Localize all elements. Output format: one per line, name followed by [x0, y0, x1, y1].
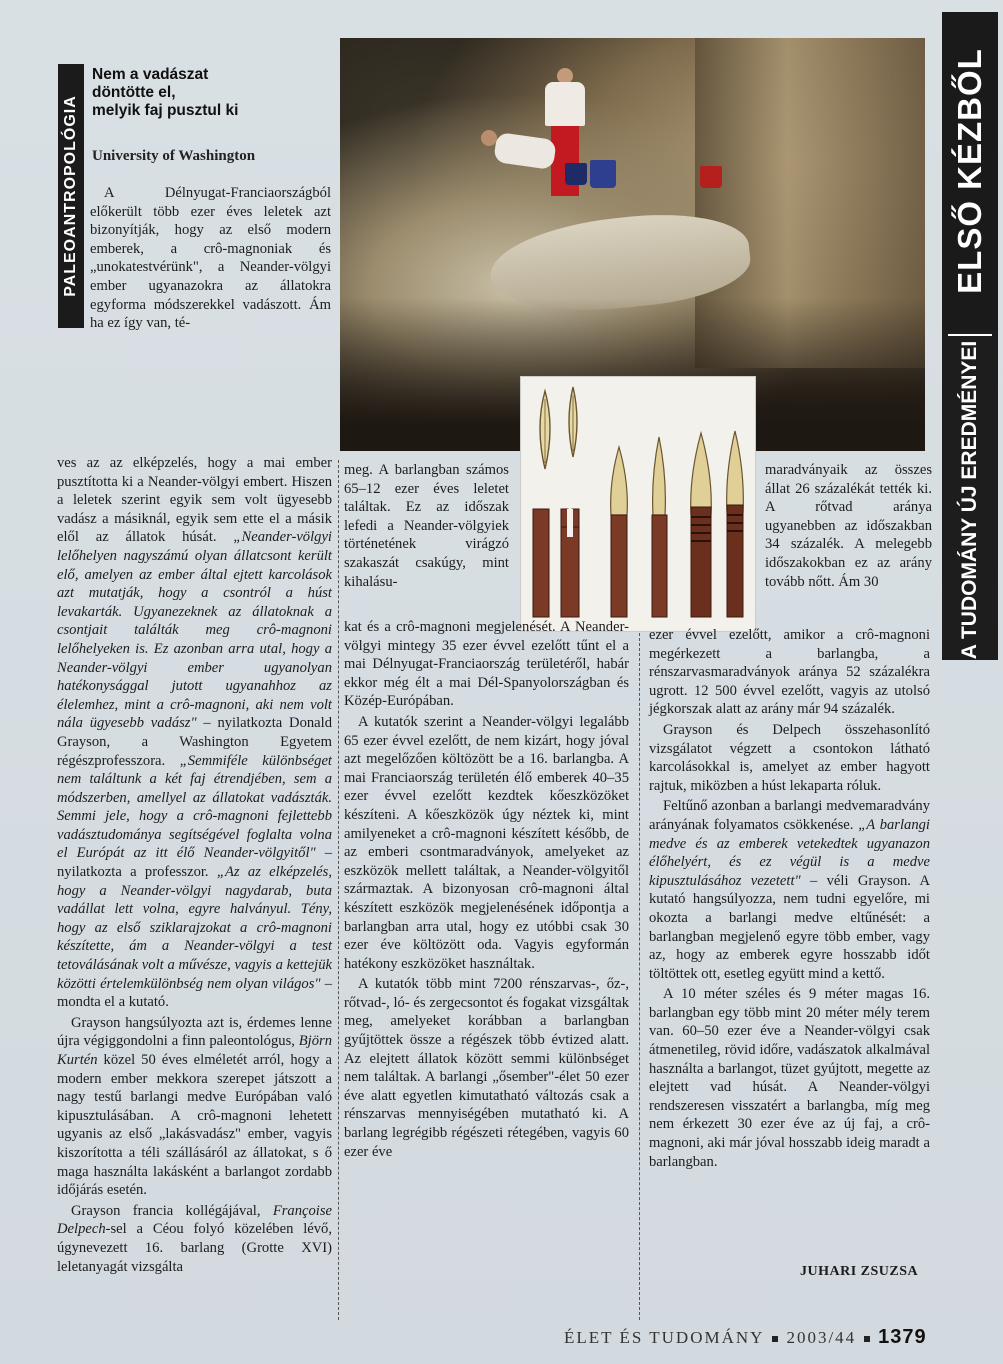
paragraph: A Délnyugat-Franciaországból előkerült több ezer éves leletek azt bizonyítják, hogy az első modern emberek, a crô-magnoniak és „unokatestvérünk", a Neander-völgyi ember ugyanazokra az állatokra egyforma módszerekkel vadászott. Ám ha ez így van, té- [90, 185, 331, 332]
bound-point-icon [691, 433, 712, 617]
paragraph: ezer évvel ezelőtt, amikor a crô-magnoni megérkezett a barlangba, a rénszarvasmaradványok aránya 52 százalékra ugrott. 12 500 évvel ezelőtt, vagyis az utolsó jégkorszak alatt az arány már 94 százalék. [649, 627, 930, 718]
text-run: – mondta el a kutató. [57, 975, 332, 1011]
quote: „Neander-völgyi lelőhelyen nagyszámú olyan állatcsont került elő, amelyen az ember által ejtett karcolások azt mutatják, hogy a csontról a húst levakarták. Ugyanezeknek az állatoknak a csontjait találták meg crô-magnoni lelőhelyeken is. Ez azonban arra utal, hogy a Neander-völgyi ember ugyanolyan hatékonysággal jutott ugyanahhoz az élelemhez, mint a crô-magnoni, aki nem volt nála ügyesebb vadász" [57, 529, 332, 732]
hafted-tool-icon [533, 509, 549, 617]
author-byline: JUHARI ZSUZSA [800, 1264, 919, 1279]
article-column-2 [344, 618, 629, 1163]
rubric-band [942, 12, 998, 660]
magazine-name: ÉLET ÉS TUDOMÁNY [564, 1328, 765, 1347]
quote: „Az az elképzelés, hogy a Neander-völgyi nagydarab, buta vadállat lett volna, egyre halványul. Tény, hogy az első sziklarajzokat a crô-magnoni készítette, ám a Neander-völgyi a test tetoválásának volt a művésze, vagyis a kettejük közötti értelemkülönbség nem olyan világos" [57, 864, 332, 992]
split-haft-icon [561, 509, 579, 617]
quote: „Semmiféle különbséget nem találtunk a két faj étrendjében, sem a módszerben, amellyel az állatokat vadászták. Semmi jele, hogy a crô-magnoni fejlettebb vadásztudománya segítségével foglalta volna el Európát az itt élő Neander-völgyitől" [57, 752, 332, 862]
column-separator [338, 460, 339, 1320]
kneeling-researcher [475, 130, 575, 180]
paragraph: A 10 méter széles és 9 méter magas 16. barlangban egy több mint 20 méter mély terem van. 60–50 ezer éve a Neander-völgyi csak átmenetileg, rövid időre, vadászatok alkalmával használta a barlangot, tüzet gyújtott, megette az elejtett vad húsát. A Neander-völgyi rendszeresen visszatért a barlangba, míg meg nem érkezett 30 ezer éve az új faj, a crô-magnoni, aki már jóval hosszabb ideig maradt a barlangban. [649, 986, 930, 1170]
rubric-divider [948, 334, 992, 336]
text-run: Grayson hangsúlyozta azt is, érdemes lenne újra végiggondolni a finn paleontológus, [57, 1014, 332, 1050]
article-column-3 [649, 626, 930, 1173]
text-run: – véli Grayson. A kutató hangsúlyozza, nem tudni egyelőre, mi okozta a barlangi medve eltűnését: a barlangban megjelenő egyre több ember, vagy az, hogy az emberek egyre hosszabb időt töltöttek ott, esetleg együtt mind a kettő. [649, 872, 930, 982]
separator-square-icon [864, 1336, 870, 1342]
headline-line: melyik faj pusztul ki [92, 102, 239, 119]
page-number: 1379 [878, 1326, 927, 1348]
bound-point-icon [727, 431, 744, 617]
text-run: Feltűnő azonban a barlangi medvemaradvány arányának folyamatos csökkenése. [649, 798, 930, 833]
quote: „A barlangi medve és az emberek vetekedtek ugyanazon élőhelyért, és ez végül is a medve kipusztulásához vezetett" [649, 816, 930, 889]
text-run: – nyilatkozta a professzor. [57, 845, 332, 881]
source-credit: University of Washington [92, 148, 256, 164]
paragraph: maradványaik az összes állat 26 százalékát tették ki. A rőtvad aránya ugyanebben az időszakban 34 százalék. A melegebb időszakokban ez az arány tovább nőtt. Ám 30 [765, 462, 932, 590]
hafted-point-icon [611, 447, 628, 617]
text-run: Grayson francia kollégájával, [71, 1202, 273, 1219]
bone-tools-illustration [520, 376, 756, 632]
rubric-title [942, 12, 998, 330]
paragraph: A kutatók több mint 7200 rénszarvas-, őz-, rőtvad-, ló- és zergecsontot és fogakat vizsgáltak meg, amelyeket korábban a barlangban gyűjtöttek össze a régészek több évtized alatt. Az elejtett állatok között semmi különbséget nem találtak. A barlangi „ősember"-élet 50 ezer éve alatt egyetlen kimutatható változás csak a rénszarvas mennyiségében mutatható ki. A barlang legrégibb régészeti rétegében, vagyis 60 ezer éve [344, 976, 629, 1160]
text-run: közel 50 éves elméletét arról, hogy a modern ember mekkora szerepet játszott a nagy testű barlangi medve Európában való kipusztulásában. A crô-magnoni lehetett ugyanis az első „lakásvadász" ember, vagyis kiszorította a téli szállásáról az állatokat, s ő maga használta lakásként a barlangot zordabb időjárás esetén. [57, 1052, 332, 1199]
rubric-subtitle-text: A TUDOMÁNY ÚJ EREDMÉNYEI [958, 340, 981, 660]
person-name: Björn Kurtén [57, 1033, 332, 1068]
bucket [590, 160, 616, 188]
paragraph: meg. A barlangban számos 65–12 ezer éves leletet találtak. Ez az időszak lefedi a Neander-völgyiek történetének virágzó szakaszát csakúgy, mint kihalásu- [344, 462, 509, 590]
bucket [700, 166, 722, 188]
headline-line: Nem a vadászat [92, 66, 209, 83]
bucket [565, 163, 587, 185]
paragraph: kat és a crô-magnoni megjelenését. A Neander-völgyi mintegy 35 ezer évvel ezelőtt tűnt el a mai Délnyugat-Franciaország területéről, habár ekkor még élt a mai Dél-Spanyolországban és Közép-Európában. [344, 619, 629, 710]
article-column-2-top [344, 461, 509, 593]
person-name: Françoise Delpech [57, 1202, 332, 1238]
text-run: – nyilatkozta Donald Grayson, a Washington Egyetem régészprofesszora. [57, 715, 332, 769]
column-separator [639, 628, 640, 1320]
text-run: ves az az elképzelés, hogy a mai ember pusztította ki a Neander-völgyi embert. Hiszen a leletek szerint egyik sem volt ügyesebb vadász a másiknál, egyik sem ette el a másik elől az állatok húsát. [57, 455, 332, 546]
page-footer [564, 1326, 927, 1349]
section-tag [58, 64, 84, 328]
rubric-title-text: ELSŐ KÉZBŐL [951, 48, 988, 294]
paragraph: A kutatók szerint a Neander-völgyi legalább 65 ezer évvel ezelőtt, de nem kizárt, hogy jóval azt megelőzően költözött be a 16. barlangba. A mai Franciaország területén élő emberek 40–35 ezer évvel ezelőtt kezdtek kőeszközöket készíteni. A kőeszközök úgy néztek ki, mint amilyeneket a crô-magnoni készített később, de az emberi csontmaradványok, amelyeket az eszközök mellett találtak, a Neander-völgyitől származtak. A bizonyosan crô-magnoni által készített eszközök megjelenésének időpontja a barlangban arra utal, hogy ez utóbbi csak 30 ezer éve költözött oda. Vagyis egyformán hatékony eszközöket használtak. [344, 713, 629, 972]
paragraph: Grayson és Delpech összehasonlító vizsgálatot végzett a csontokon látható karcolásokkal is, amelyet az ember hagyott rajtuk, miközben a húst lekaparta róluk. [649, 721, 930, 794]
article-column-3-top [765, 461, 932, 593]
article-column-1-top [90, 184, 331, 335]
hafted-point-icon [652, 437, 667, 617]
separator-square-icon [772, 1336, 778, 1342]
bone-tools-drawing [521, 377, 755, 631]
text-run: -sel a Céou folyó közelében lévő, úgynevezett 16. barlang (Grotte XVI) leletanyagát vizsgálta [57, 1221, 332, 1275]
issue-number: 2003/44 [786, 1328, 857, 1347]
headline [92, 66, 322, 120]
rubric-subtitle [942, 340, 998, 660]
headline-line: döntötte el, [92, 84, 176, 101]
section-tag-label: PALEOANTROPOLÓGIA [62, 95, 79, 297]
article-column-1 [57, 454, 332, 1278]
